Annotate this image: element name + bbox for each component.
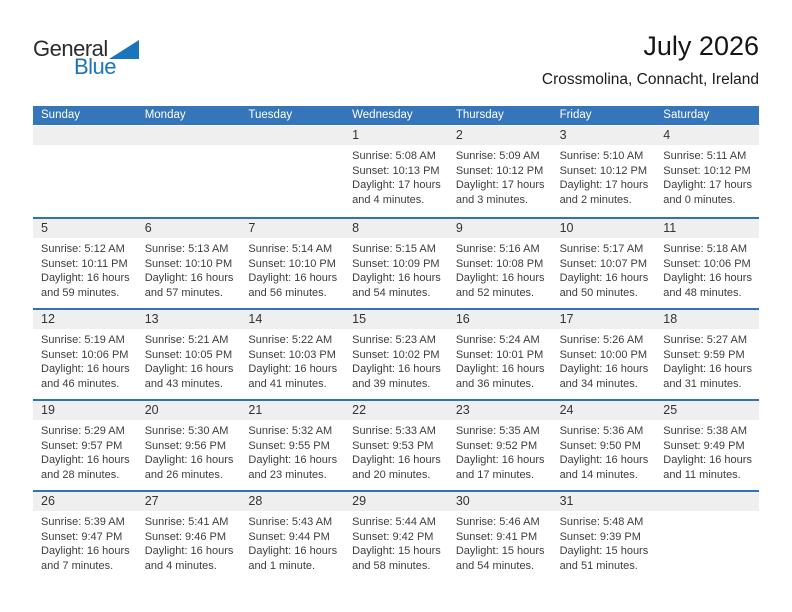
day-cell — [240, 126, 344, 216]
day-details — [448, 420, 552, 482]
day-details — [240, 329, 344, 391]
daylight-text: Daylight: 16 hours and 54 minutes. — [352, 272, 441, 299]
day-number: 31 — [552, 492, 656, 511]
day-cell — [448, 126, 552, 216]
sunset-text: Sunset: 10:06 PM — [41, 348, 129, 361]
day-number: 25 — [655, 401, 759, 420]
day-number: 6 — [137, 219, 241, 238]
sunset-text: Sunset: 10:10 PM — [248, 257, 336, 270]
sunset-text: Sunset: 9:50 PM — [559, 439, 641, 452]
day-cell — [344, 401, 448, 489]
sunrise-text: Sunrise: 5:23 AM — [352, 334, 436, 346]
daylight-text: Daylight: 16 hours and 1 minute. — [248, 545, 338, 572]
day-number: 22 — [344, 401, 448, 420]
day-cell — [552, 126, 656, 216]
day-details — [655, 511, 759, 515]
day-number — [33, 126, 137, 145]
day-cell — [137, 492, 241, 580]
sunset-text: Sunset: 10:06 PM — [663, 257, 751, 270]
day-number: 7 — [240, 219, 344, 238]
day-number: 28 — [240, 492, 344, 511]
sunset-text: Sunset: 10:12 PM — [559, 164, 648, 177]
daylight-text: Daylight: 17 hours and 0 minutes. — [663, 179, 752, 206]
sunrise-text: Sunrise: 5:22 AM — [248, 334, 333, 346]
day-cell — [552, 310, 656, 398]
day-number: 13 — [137, 310, 241, 329]
day-details — [33, 329, 137, 391]
daylight-text: Daylight: 15 hours and 54 minutes. — [455, 545, 545, 572]
daylight-text: Daylight: 16 hours and 52 minutes. — [455, 272, 545, 299]
day-number: 17 — [552, 310, 656, 329]
sunset-text: Sunset: 9:59 PM — [663, 348, 745, 361]
sunset-text: Sunset: 10:07 PM — [559, 257, 648, 270]
day-details — [33, 511, 137, 573]
sunrise-text: Sunrise: 5:16 AM — [455, 243, 540, 255]
logo-text-general: General — [33, 36, 108, 61]
logo-text-blue: Blue — [74, 54, 117, 79]
daylight-text: Daylight: 16 hours and 43 minutes. — [144, 363, 234, 390]
daylight-text: Daylight: 15 hours and 51 minutes. — [559, 545, 649, 572]
day-details — [240, 238, 344, 300]
day-details — [137, 238, 241, 300]
day-cell — [448, 219, 552, 307]
day-number: 1 — [344, 126, 448, 145]
daylight-text: Daylight: 16 hours and 17 minutes. — [455, 454, 545, 481]
day-cell — [655, 401, 759, 489]
week-row-3 — [33, 308, 759, 398]
daylight-text: Daylight: 16 hours and 48 minutes. — [663, 272, 752, 299]
title-block — [542, 30, 759, 89]
day-details — [137, 329, 241, 391]
sunset-text: Sunset: 9:49 PM — [663, 439, 745, 452]
sunset-text: Sunset: 10:00 PM — [559, 348, 648, 361]
sunrise-text: Sunrise: 5:27 AM — [663, 334, 748, 346]
day-cell — [240, 492, 344, 580]
day-details — [33, 145, 137, 149]
daylight-text: Daylight: 16 hours and 23 minutes. — [248, 454, 338, 481]
sunrise-text: Sunrise: 5:43 AM — [248, 516, 333, 528]
sunset-text: Sunset: 9:53 PM — [352, 439, 434, 452]
daylight-text: Daylight: 17 hours and 2 minutes. — [559, 179, 649, 206]
day-cell — [344, 492, 448, 580]
day-number: 5 — [33, 219, 137, 238]
day-cell — [137, 126, 241, 216]
day-number: 26 — [33, 492, 137, 511]
weekday-saturday: Saturday — [663, 109, 710, 121]
day-number: 29 — [344, 492, 448, 511]
daylight-text: Daylight: 16 hours and 34 minutes. — [559, 363, 649, 390]
day-details — [344, 420, 448, 482]
day-details — [240, 145, 344, 149]
day-details — [240, 511, 344, 573]
week-row-4 — [33, 399, 759, 489]
sunrise-text: Sunrise: 5:17 AM — [559, 243, 644, 255]
general-blue-logo — [33, 30, 139, 80]
sunset-text: Sunset: 9:42 PM — [352, 530, 434, 543]
sunset-text: Sunset: 9:46 PM — [144, 530, 227, 543]
daylight-text: Daylight: 16 hours and 39 minutes. — [352, 363, 441, 390]
day-cell — [33, 401, 137, 489]
day-number — [137, 126, 241, 145]
sunset-text: Sunset: 10:08 PM — [455, 257, 544, 270]
day-number — [655, 492, 759, 511]
weekday-friday: Friday — [559, 109, 592, 121]
sunrise-text: Sunrise: 5:33 AM — [352, 425, 436, 437]
day-cell — [448, 310, 552, 398]
sunrise-text: Sunrise: 5:09 AM — [455, 150, 540, 162]
daylight-text: Daylight: 16 hours and 41 minutes. — [248, 363, 338, 390]
weekday-thursday: Thursday — [455, 109, 504, 121]
day-number: 15 — [344, 310, 448, 329]
day-number: 10 — [552, 219, 656, 238]
daylight-text: Daylight: 17 hours and 4 minutes. — [352, 179, 441, 206]
day-number: 4 — [655, 126, 759, 145]
day-details — [137, 511, 241, 573]
sunset-text: Sunset: 10:11 PM — [41, 257, 128, 270]
weekday-tuesday: Tuesday — [248, 109, 293, 121]
day-cell — [33, 219, 137, 307]
daylight-text: Daylight: 16 hours and 46 minutes. — [41, 363, 130, 390]
daylight-text: Daylight: 16 hours and 14 minutes. — [559, 454, 649, 481]
day-details — [552, 329, 656, 391]
sunrise-text: Sunrise: 5:21 AM — [144, 334, 229, 346]
week-row-5 — [33, 490, 759, 580]
day-number: 27 — [137, 492, 241, 511]
sunrise-text: Sunrise: 5:15 AM — [352, 243, 436, 255]
day-cell — [552, 492, 656, 580]
day-details — [137, 145, 241, 149]
sunrise-text: Sunrise: 5:48 AM — [559, 516, 644, 528]
daylight-text: Daylight: 16 hours and 56 minutes. — [248, 272, 338, 299]
day-cell — [240, 310, 344, 398]
sunset-text: Sunset: 10:03 PM — [248, 348, 336, 361]
sunrise-text: Sunrise: 5:44 AM — [352, 516, 436, 528]
day-details — [137, 420, 241, 482]
day-details — [552, 238, 656, 300]
day-number: 9 — [448, 219, 552, 238]
day-cell — [240, 401, 344, 489]
day-details — [344, 511, 448, 573]
week-row-1 — [33, 126, 759, 216]
day-cell — [344, 126, 448, 216]
day-number: 11 — [655, 219, 759, 238]
sunset-text: Sunset: 10:01 PM — [455, 348, 544, 361]
day-cell — [344, 219, 448, 307]
day-cell — [240, 219, 344, 307]
daylight-text: Daylight: 16 hours and 20 minutes. — [352, 454, 441, 481]
day-cell — [137, 310, 241, 398]
day-details — [448, 329, 552, 391]
sunset-text: Sunset: 9:57 PM — [41, 439, 123, 452]
day-cell — [655, 310, 759, 398]
day-cell — [655, 219, 759, 307]
sunset-text: Sunset: 10:12 PM — [663, 164, 751, 177]
week-row-2 — [33, 217, 759, 307]
sunset-text: Sunset: 10:12 PM — [455, 164, 544, 177]
day-cell — [33, 310, 137, 398]
day-cell — [552, 219, 656, 307]
day-number: 19 — [33, 401, 137, 420]
day-number: 18 — [655, 310, 759, 329]
sunset-text: Sunset: 9:39 PM — [559, 530, 641, 543]
day-details — [552, 145, 656, 207]
sunrise-text: Sunrise: 5:32 AM — [248, 425, 333, 437]
sunset-text: Sunset: 9:56 PM — [144, 439, 227, 452]
daylight-text: Daylight: 16 hours and 11 minutes. — [663, 454, 752, 481]
sunrise-text: Sunrise: 5:10 AM — [559, 150, 644, 162]
sunrise-text: Sunrise: 5:29 AM — [41, 425, 125, 437]
day-number: 8 — [344, 219, 448, 238]
day-number: 16 — [448, 310, 552, 329]
day-number: 3 — [552, 126, 656, 145]
month-title: July 2026 — [643, 31, 759, 61]
sunrise-text: Sunrise: 5:19 AM — [41, 334, 125, 346]
sunrise-text: Sunrise: 5:08 AM — [352, 150, 436, 162]
sunset-text: Sunset: 10:02 PM — [352, 348, 440, 361]
day-details — [448, 145, 552, 207]
day-details — [240, 420, 344, 482]
day-details — [33, 238, 137, 300]
sunrise-text: Sunrise: 5:18 AM — [663, 243, 748, 255]
sunrise-text: Sunrise: 5:35 AM — [455, 425, 540, 437]
day-details — [448, 511, 552, 573]
day-details — [655, 145, 759, 207]
sunrise-text: Sunrise: 5:36 AM — [559, 425, 644, 437]
sunrise-text: Sunrise: 5:30 AM — [144, 425, 229, 437]
day-details — [344, 329, 448, 391]
day-details — [655, 329, 759, 391]
day-details — [448, 238, 552, 300]
sunrise-text: Sunrise: 5:14 AM — [248, 243, 333, 255]
day-details — [655, 420, 759, 482]
day-number: 2 — [448, 126, 552, 145]
sunset-text: Sunset: 10:10 PM — [144, 257, 233, 270]
day-cell — [448, 492, 552, 580]
day-cell — [552, 401, 656, 489]
day-cell — [655, 126, 759, 216]
day-cell — [344, 310, 448, 398]
daylight-text: Daylight: 16 hours and 7 minutes. — [41, 545, 130, 572]
day-cell — [137, 401, 241, 489]
sunrise-text: Sunrise: 5:46 AM — [455, 516, 540, 528]
location-subtitle: Crossmolina, Connacht, Ireland — [541, 71, 759, 88]
sunrise-text: Sunrise: 5:24 AM — [455, 334, 540, 346]
sunset-text: Sunset: 9:52 PM — [455, 439, 538, 452]
day-cell — [137, 219, 241, 307]
day-number: 20 — [137, 401, 241, 420]
sunrise-text: Sunrise: 5:11 AM — [663, 150, 747, 162]
daylight-text: Daylight: 16 hours and 26 minutes. — [144, 454, 234, 481]
day-number: 14 — [240, 310, 344, 329]
weekday-header-row — [33, 106, 759, 125]
calendar-grid — [33, 106, 759, 580]
day-details — [552, 420, 656, 482]
day-cell — [33, 126, 137, 216]
page-header — [0, 0, 792, 106]
day-number: 12 — [33, 310, 137, 329]
day-cell — [33, 492, 137, 580]
daylight-text: Daylight: 16 hours and 31 minutes. — [663, 363, 752, 390]
sunset-text: Sunset: 9:55 PM — [248, 439, 330, 452]
sunrise-text: Sunrise: 5:13 AM — [144, 243, 229, 255]
weekday-monday: Monday — [144, 109, 186, 121]
sunset-text: Sunset: 10:09 PM — [352, 257, 440, 270]
day-details — [344, 238, 448, 300]
sunset-text: Sunset: 9:41 PM — [455, 530, 538, 543]
day-cell — [655, 492, 759, 580]
daylight-text: Daylight: 16 hours and 28 minutes. — [41, 454, 130, 481]
daylight-text: Daylight: 17 hours and 3 minutes. — [455, 179, 545, 206]
sunset-text: Sunset: 10:05 PM — [144, 348, 233, 361]
day-number: 24 — [552, 401, 656, 420]
daylight-text: Daylight: 16 hours and 36 minutes. — [455, 363, 545, 390]
sunset-text: Sunset: 10:13 PM — [352, 164, 440, 177]
day-details — [344, 145, 448, 207]
weekday-wednesday: Wednesday — [352, 109, 413, 121]
sunrise-text: Sunrise: 5:39 AM — [41, 516, 125, 528]
weekday-sunday: Sunday — [41, 109, 81, 121]
day-number: 21 — [240, 401, 344, 420]
day-number: 23 — [448, 401, 552, 420]
daylight-text: Daylight: 16 hours and 57 minutes. — [144, 272, 234, 299]
day-details — [33, 420, 137, 482]
daylight-text: Daylight: 15 hours and 58 minutes. — [352, 545, 441, 572]
day-details — [655, 238, 759, 300]
daylight-text: Daylight: 16 hours and 59 minutes. — [41, 272, 130, 299]
sunrise-text: Sunrise: 5:26 AM — [559, 334, 644, 346]
day-cell — [448, 401, 552, 489]
sunrise-text: Sunrise: 5:38 AM — [663, 425, 748, 437]
sunrise-text: Sunrise: 5:12 AM — [41, 243, 125, 255]
daylight-text: Daylight: 16 hours and 50 minutes. — [559, 272, 649, 299]
day-details — [552, 511, 656, 573]
daylight-text: Daylight: 16 hours and 4 minutes. — [144, 545, 234, 572]
day-number: 30 — [448, 492, 552, 511]
sunrise-text: Sunrise: 5:41 AM — [144, 516, 229, 528]
sunset-text: Sunset: 9:44 PM — [248, 530, 330, 543]
day-number — [240, 126, 344, 145]
sunset-text: Sunset: 9:47 PM — [41, 530, 123, 543]
